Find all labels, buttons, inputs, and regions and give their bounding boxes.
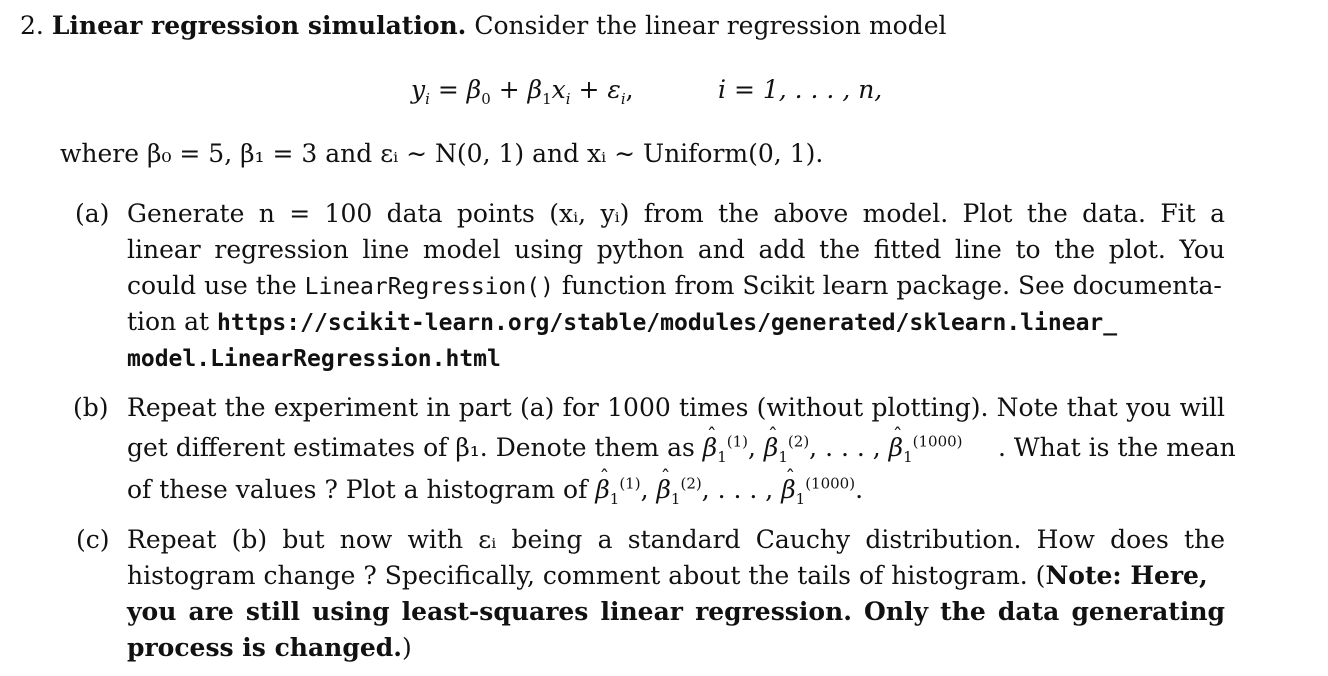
- problem-number: 2.: [20, 11, 44, 40]
- part-b-line-1: Repeat the experiment in part (a) for 1000 times (without plotting). Note that you will: [127, 393, 1225, 422]
- part-a-line-4: tion at https://scikit-learn.org/stable/modules/generated/sklearn.linear_: [127, 307, 1118, 336]
- part-a-line-1: Generate n = 100 data points (xᵢ, yᵢ) from the above model. Plot the data. Fit a: [127, 199, 1225, 228]
- documentation-url-part-1: https://scikit-learn.org/stable/modules/generated/sklearn.linear_: [217, 310, 1118, 336]
- part-c-line-2: histogram change ? Specifically, comment about the tails of histogram. (Note: Here,: [127, 561, 1208, 590]
- part-c-line-3: you are still using least-squares linear regression. Only the data generating: [127, 597, 1225, 626]
- code-linear-regression: LinearRegression(): [304, 274, 554, 300]
- part-c-line-1: Repeat (b) but now with εᵢ being a standard Cauchy distribution. How does the: [127, 525, 1225, 554]
- part-a-line-3: could use the LinearRegression() function from Scikit learn package. See documenta-: [127, 271, 1222, 300]
- model-equation: $y_i = \beta_0 + \beta_1x_i + \varepsilon_i$,: [411, 75, 634, 108]
- problem-heading: [20, 11, 947, 41]
- part-b-line-3: of these values ? Plot a histogram of ˆ $\beta_1^{(1)}$, ˆ $\beta_1^{(2)}$, . . . , ˆ $\beta_1^{(1000)}$.: [127, 475, 863, 505]
- model-assumptions: where β₀ = 5, β₁ = 3 and εᵢ ∼ N(0, 1) and xᵢ ∼ Uniform(0, 1).: [60, 139, 824, 168]
- part-b-line-2-end: . What is the mean: [998, 433, 1236, 462]
- part-a-line-5: [127, 343, 501, 374]
- part-b-line-2: get different estimates of β₁. Denote them as ˆ $\beta_1^{(1)}$, ˆ $\beta_1^{(2)}$, . . . , ˆ $\beta_1^{(1000)}$: [127, 433, 963, 463]
- problem-title: Linear regression simulation.: [51, 11, 467, 40]
- part-a-line-2: linear regression line model using python and add the fitted line to the plot. You: [127, 235, 1225, 264]
- part-b-label: (b): [73, 393, 109, 422]
- part-a-label: (a): [75, 199, 110, 228]
- note-bold-start: Note: Here,: [1045, 561, 1208, 590]
- index-range: i = 1, . . . , n,: [718, 75, 883, 104]
- part-c-line-4: process is changed.): [127, 633, 412, 662]
- documentation-url-part-2: model.LinearRegression.html: [127, 346, 501, 372]
- problem-intro: Consider the linear regression model: [474, 11, 947, 40]
- part-c-label: (c): [76, 525, 110, 554]
